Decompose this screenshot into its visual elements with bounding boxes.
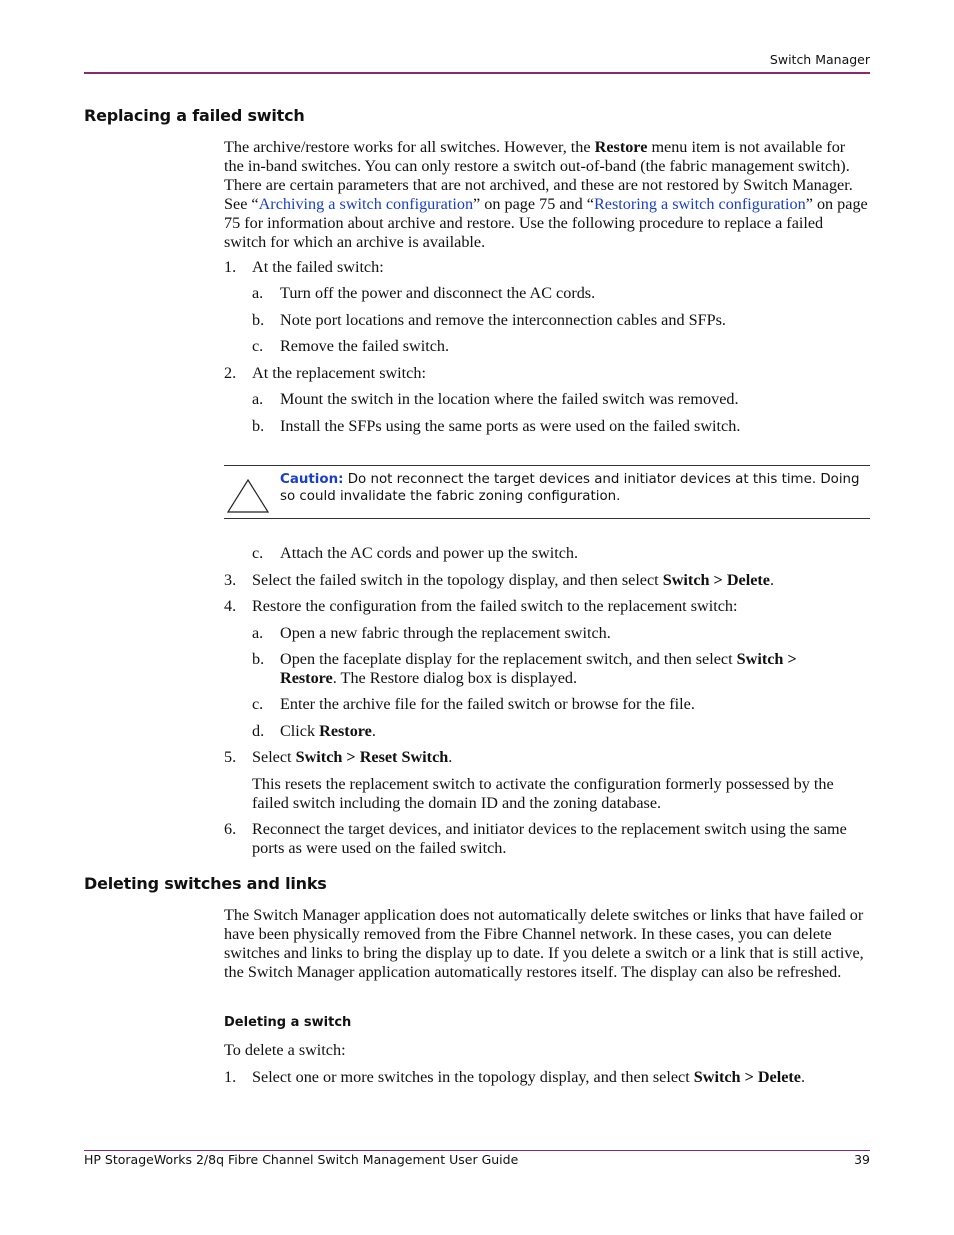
caution-label: Caution:	[280, 472, 344, 487]
button-label-restore: Restore	[319, 722, 372, 740]
substep-letter: a.	[252, 390, 264, 408]
menu-path-reset-switch: Switch > Reset Switch	[295, 748, 449, 766]
substep-text: Click Restore.	[280, 722, 376, 740]
substep-letter: b.	[252, 417, 265, 435]
footer-rule	[84, 1150, 870, 1151]
step-5-note: This resets the replacement switch to activate the configuration formerly possessed by the failed switch including the domain ID and the zoning database.	[252, 775, 834, 812]
running-header: Switch Manager	[769, 52, 870, 67]
page-number: 39	[854, 1152, 870, 1167]
header-rule	[84, 72, 870, 74]
step-number: 6.	[224, 820, 237, 838]
step-text: Select Switch > Reset Switch.	[252, 748, 453, 766]
substep-text: Open the faceplate display for the replacement switch, and then select Switch > Restore. The Restore dialog box is displayed.	[280, 650, 797, 687]
section-title-replacing: Replacing a failed switch	[84, 106, 305, 125]
step-text: Select one or more switches in the topology display, and then select Switch > Delete.	[252, 1068, 806, 1086]
step-number: 3.	[224, 571, 237, 589]
deleting-switch-intro: To delete a switch:	[224, 1041, 346, 1059]
step-text: Select the failed switch in the topology display, and then select Switch > Delete.	[252, 571, 774, 589]
replacing-intro-paragraph	[224, 138, 868, 252]
caution-bottom-rule	[224, 518, 870, 519]
substep-text: Turn off the power and disconnect the AC cords.	[280, 284, 596, 302]
deleting-intro-paragraph: The Switch Manager application does not automatically delete switches or links that have failed or have been physically removed from the Fibre Channel network. In these cases, you can delete switches and links to bring the display up to date. If you delete a switch or a link that is still active, the Switch Manager application automatically restores itself. The display can also be refreshed.	[224, 906, 864, 981]
substep-letter: c.	[252, 695, 264, 713]
menu-path-switch-delete: Switch > Delete	[662, 571, 770, 589]
substep-letter: c.	[252, 544, 264, 562]
intro-text-2: menu item is not available for the in-band switches. You can only restore a switch out-of-band (the fabric management switch). There are certain parameters that are not archived, and these are not restored by Switch Manager. See “	[224, 138, 853, 213]
intro-bold-restore: Restore	[594, 138, 648, 156]
substep-text: Open a new fabric through the replacement switch.	[280, 624, 611, 642]
caution-top-rule	[224, 465, 870, 466]
subsection-title-deleting-switch: Deleting a switch	[224, 1015, 352, 1030]
substep-letter: d.	[252, 722, 265, 740]
substep-text: Install the SFPs using the same ports as were used on the failed switch.	[280, 417, 741, 435]
link-archiving-config[interactable]: Archiving a switch configuration	[258, 195, 474, 213]
substep-letter: c.	[252, 337, 264, 355]
substep-text: Remove the failed switch.	[280, 337, 450, 355]
step-number: 4.	[224, 597, 237, 615]
intro-text-1: The archive/restore works for all switches. However, the	[224, 138, 595, 156]
step-text: Restore the configuration from the failed switch to the replacement switch:	[252, 597, 738, 615]
step-text: At the replacement switch:	[252, 364, 426, 382]
section-title-deleting: Deleting switches and links	[84, 874, 327, 893]
menu-path-switch-delete: Switch > Delete	[693, 1068, 801, 1086]
intro-text-4: ” on page 75 for information about archive and restore. Use the following procedure to replace a failed switch for which an archive is available.	[224, 195, 868, 251]
substep-text: Enter the archive file for the failed switch or browse for the file.	[280, 695, 695, 713]
substep-letter: b.	[252, 311, 265, 329]
step-number: 1.	[224, 258, 237, 276]
substep-letter: a.	[252, 284, 264, 302]
step-number: 2.	[224, 364, 237, 382]
caution-note	[280, 471, 870, 505]
link-restoring-config[interactable]: Restoring a switch configuration	[593, 195, 806, 213]
intro-text-3: ” on page 75 and “	[473, 195, 594, 213]
step-text: At the failed switch:	[252, 258, 384, 276]
footer-document-title: HP StorageWorks 2/8q Fibre Channel Switch Management User Guide	[84, 1152, 519, 1167]
substep-letter: b.	[252, 650, 265, 668]
menu-path-switch-restore: Switch > Restore	[280, 650, 797, 687]
step-number: 5.	[224, 748, 237, 766]
caution-text: Do not reconnect the target devices and initiator devices at this time. Doing so could invalidate the fabric zoning configuration.	[280, 472, 860, 504]
step-text: Reconnect the target devices, and initiator devices to the replacement switch using the same ports as were used on the failed switch.	[252, 820, 847, 857]
substep-text: Attach the AC cords and power up the switch.	[280, 544, 579, 562]
substep-text: Mount the switch in the location where the failed switch was removed.	[280, 390, 739, 408]
substep-letter: a.	[252, 624, 264, 642]
step-number: 1.	[224, 1068, 237, 1086]
caution-triangle-icon	[226, 478, 270, 514]
substep-text: Note port locations and remove the interconnection cables and SFPs.	[280, 311, 726, 329]
